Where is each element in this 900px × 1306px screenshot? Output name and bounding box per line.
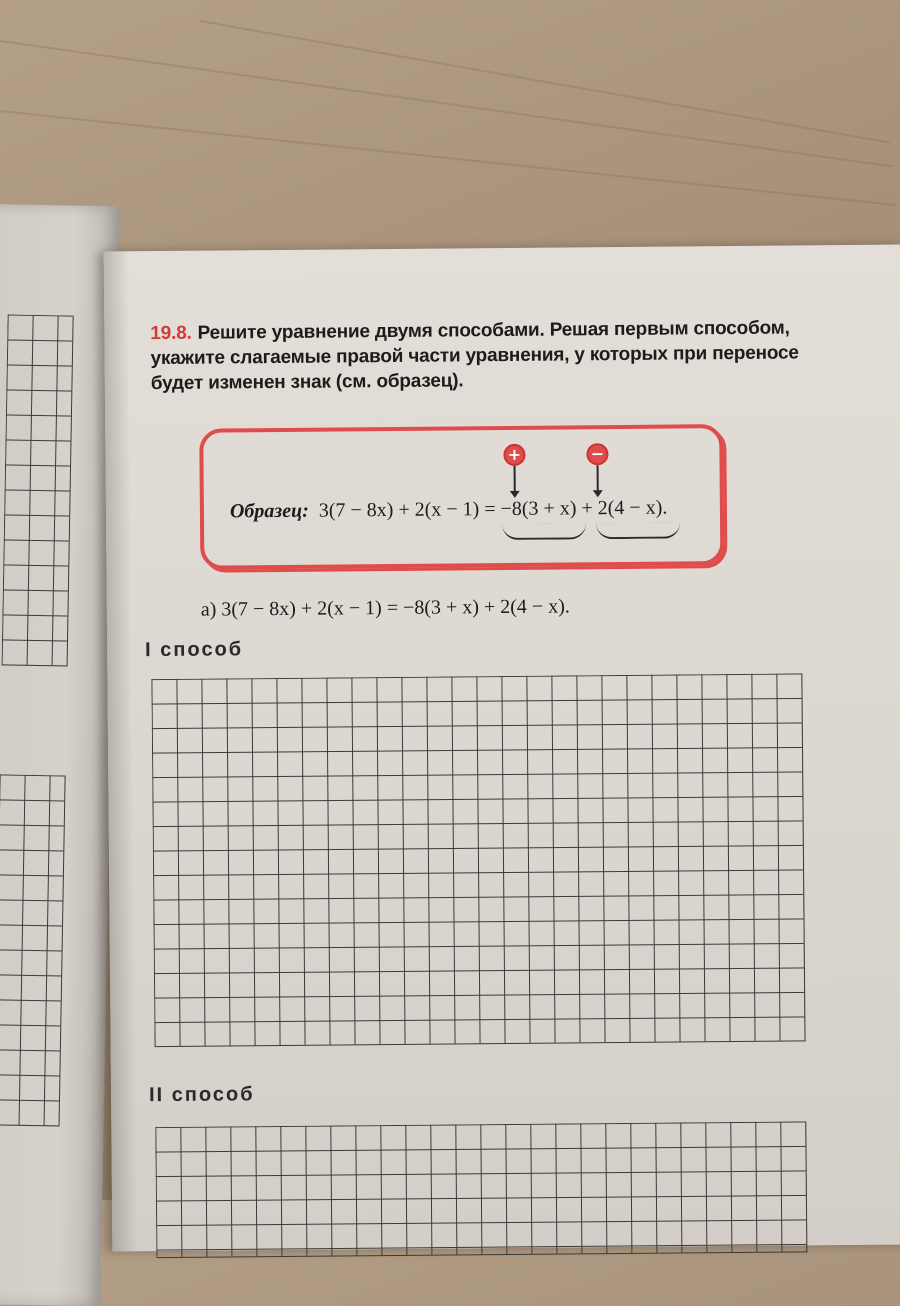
- minus-sign-icon: −: [586, 443, 608, 465]
- sample-box: [199, 424, 724, 570]
- arrow-down-icon: [597, 465, 599, 491]
- wood-grain: [0, 110, 895, 206]
- workbook-page: [104, 245, 900, 1252]
- method-1-heading: I способ: [145, 638, 244, 662]
- plus-sign-icon: +: [503, 444, 525, 466]
- page-gutter-shadow: [104, 251, 138, 1251]
- sample-equation-line: [230, 497, 668, 524]
- task-statement: [150, 315, 811, 396]
- left-page-grid-bottom: [0, 774, 66, 1126]
- term-brace: [596, 522, 680, 539]
- task-number: 19.8.: [150, 322, 192, 345]
- method-2-heading: II способ: [148, 1083, 255, 1107]
- answer-grid-method-1[interactable]: [151, 673, 805, 1047]
- sample-equation: 3(7 − 8x) + 2(x − 1) = −8(3 + x) + 2(4 − x).: [318, 496, 668, 522]
- sample-label: Образец:: [229, 499, 309, 523]
- wood-grain: [0, 40, 891, 167]
- answer-grid-method-2[interactable]: [155, 1121, 807, 1258]
- task-text: Решите уравнение двумя способами. Решая первым способом, укажите слагаемые правой части уравнения, у которых при переносе будет изменен знак (см. образец).: [150, 317, 799, 395]
- arrow-down-icon: [514, 466, 516, 492]
- left-page: [0, 204, 120, 1306]
- part-a-equation: а) 3(7 − 8x) + 2(x − 1) = −8(3 + x) + 2(4 − x).: [200, 595, 570, 621]
- left-page-grid-top: [2, 314, 74, 666]
- term-brace: [502, 523, 586, 540]
